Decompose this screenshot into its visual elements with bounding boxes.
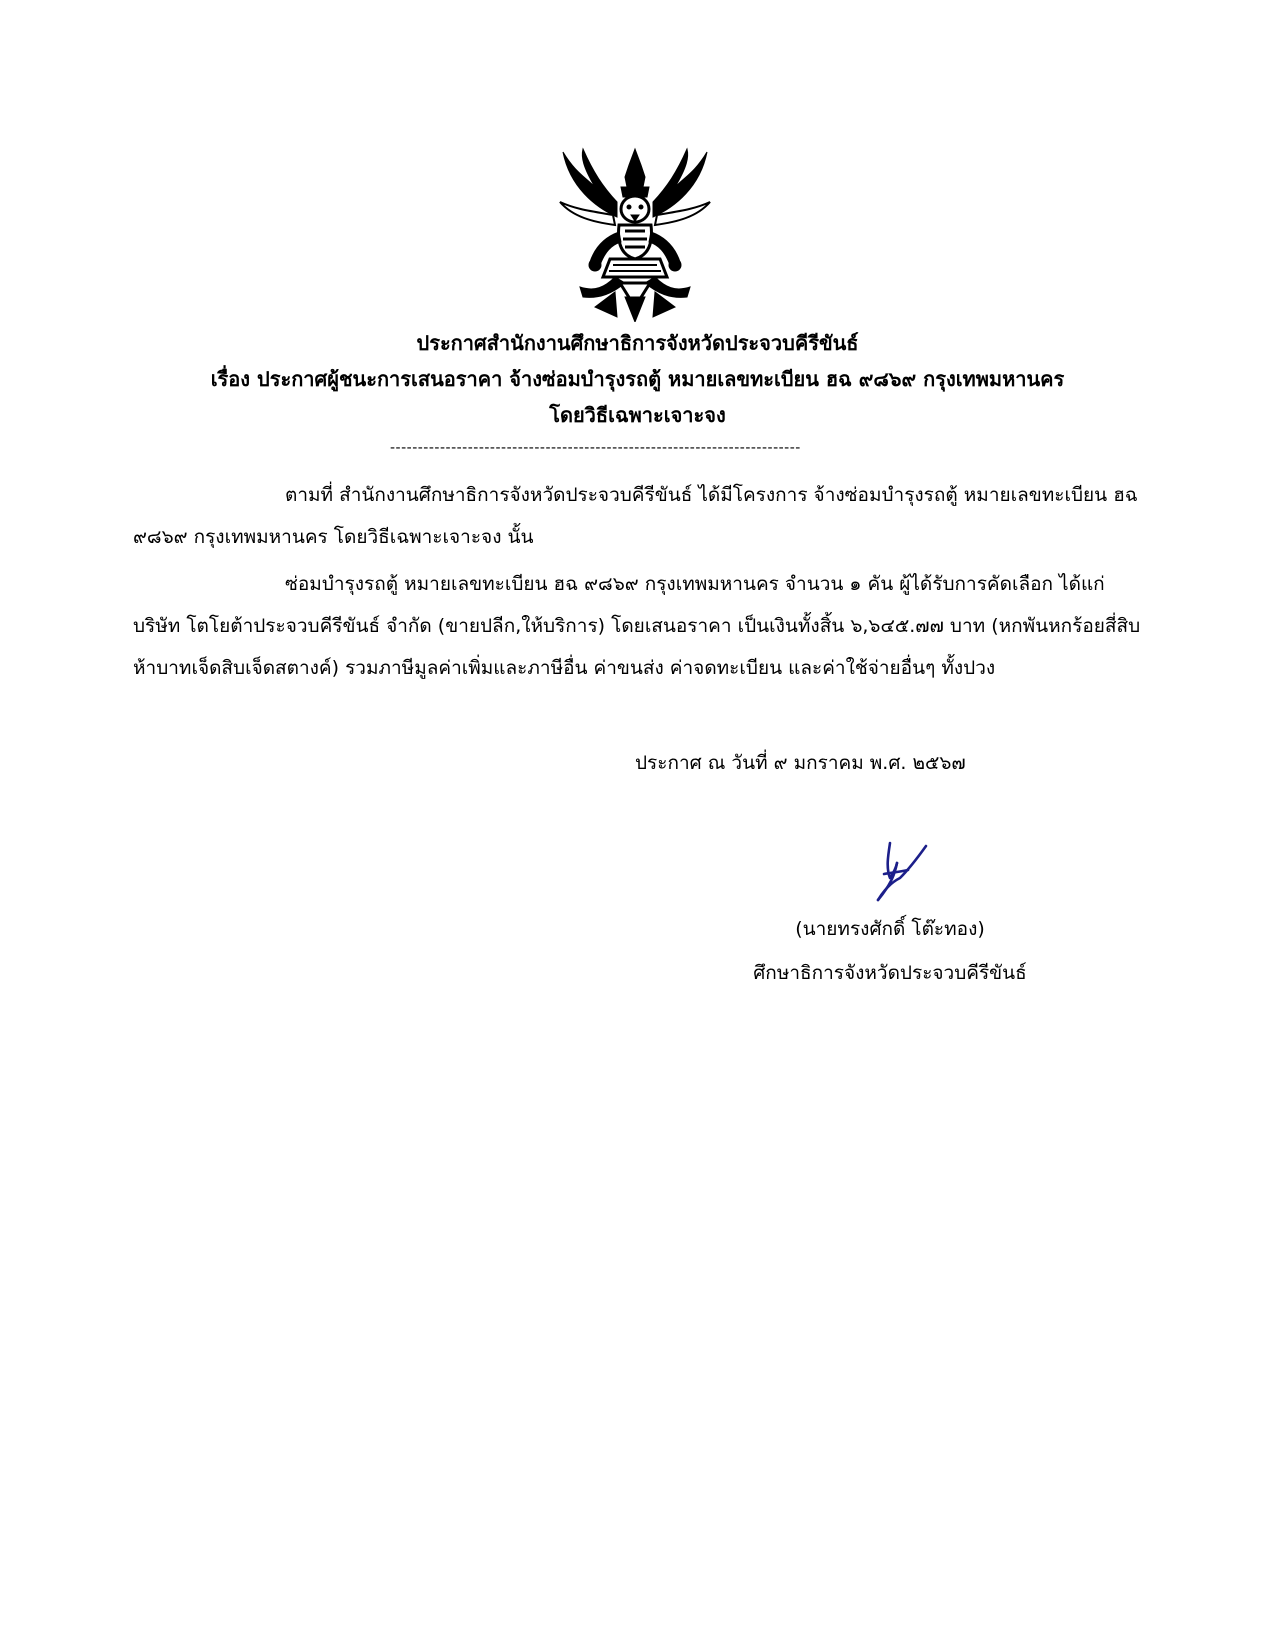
- paragraph-1-text: ตามที่ สำนักงานศึกษาธิการจังหวัดประจวบคีรีขันธ์ ได้มีโครงการ จ้างซ่อมบำรุงรถตู้ หมายเลขทะเบียน ฮฉ ๙๘๖๙ กรุงเทพมหานคร โดยวิธีเฉพาะเจาะจง นั้น: [133, 484, 1138, 548]
- body-paragraph-2: [133, 563, 1143, 689]
- garuda-emblem-icon: [555, 147, 715, 322]
- signatory-position: ศึกษาธิการจังหวัดประจวบคีรีขันธ์: [753, 962, 1027, 984]
- title-divider: --------------------------------------------------------------------------: [390, 440, 801, 456]
- paragraph-2-text: ซ่อมบำรุงรถตู้ หมายเลขทะเบียน ฮฉ ๙๘๖๙ กรุงเทพมหานคร จำนวน ๑ คัน ผู้ได้รับการคัดเลือก ได้แก่ บริษัท โตโยต้าประจวบคีรีขันธ์ จำกัด (ขายปลีก,ให้บริการ) โดยเสนอราคา เป็นเงินทั้งสิ้น ๖,๖๔๕.๗๗ บาท (หกพันหกร้อยสี่สิบห้าบาทเจ็ดสิบเจ็ดสตางค์) รวมภาษีมูลค่าเพิ่มและภาษีอื่น ค่าขนส่ง ค่าจดทะเบียน และค่าใช้จ่ายอื่นๆ ทั้งปวง: [133, 573, 1141, 679]
- signatory-name: (นายทรงศักดิ์ โต๊ะทอง): [795, 918, 985, 940]
- body-paragraph-1: [133, 474, 1143, 558]
- announcement-title: ประกาศสำนักงานศึกษาธิการจังหวัดประจวบคีรีขันธ์: [416, 331, 859, 355]
- announcement-method: โดยวิธีเฉพาะเจาะจง: [549, 403, 726, 427]
- announcement-date: ประกาศ ณ วันที่ ๙ มกราคม พ.ศ. ๒๕๖๗: [635, 752, 966, 774]
- signature-icon: [870, 838, 930, 903]
- announcement-subject: เรื่อง ประกาศผู้ชนะการเสนอราคา จ้างซ่อมบำรุงรถตู้ หมายเลขทะเบียน ฮฉ ๙๘๖๙ กรุงเทพมหานคร: [210, 367, 1065, 391]
